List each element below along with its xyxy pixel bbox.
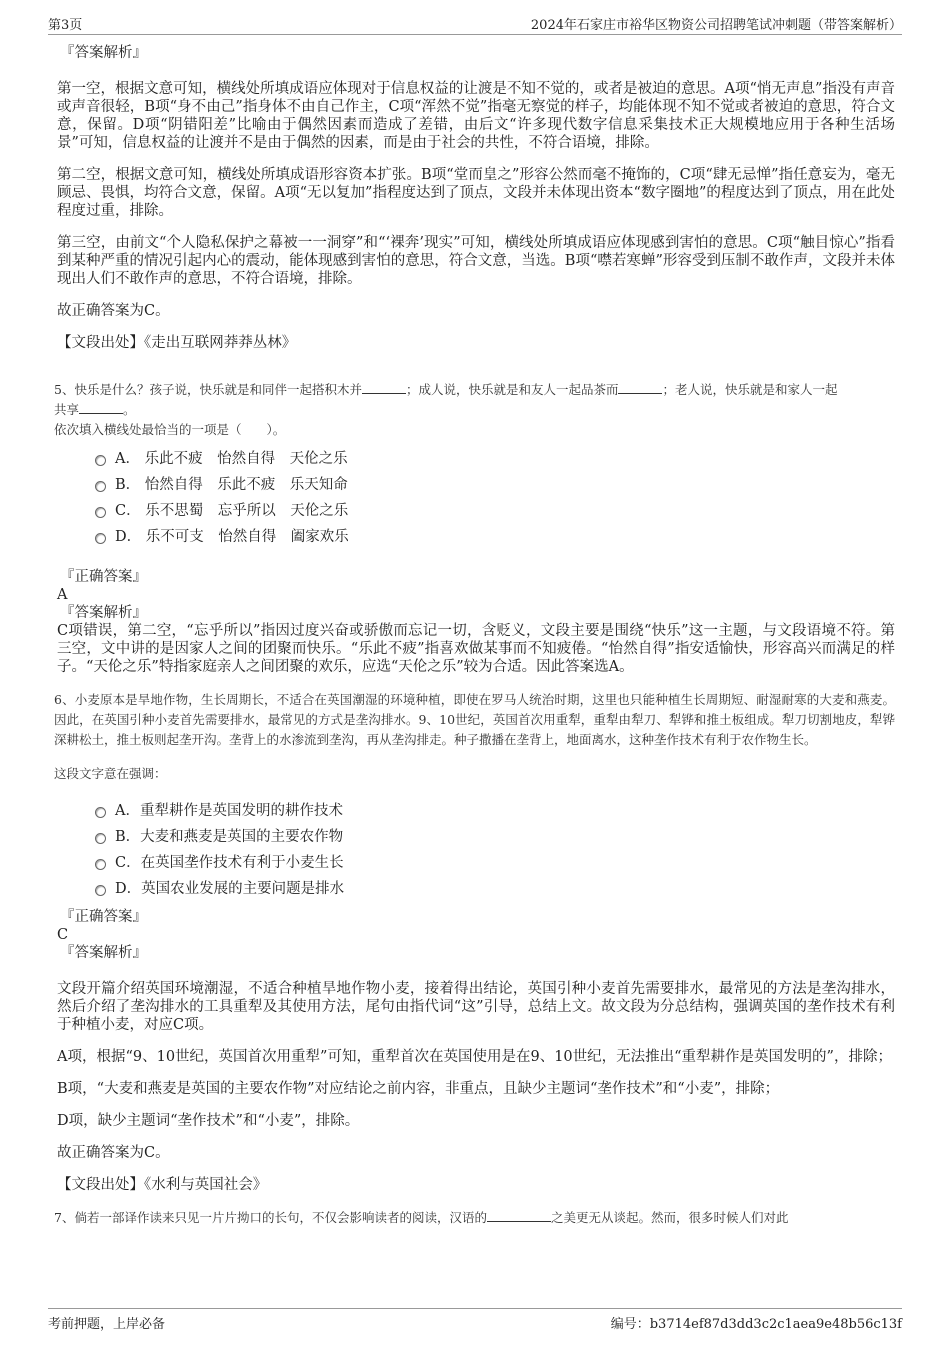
radio-button[interactable]	[95, 481, 106, 492]
analysis-tag: 『答案解析』	[60, 45, 147, 61]
question-stem: 7、倘若一部译作读来只见一片片拗口的长句，不仅会影响读者的阅读，汉语的 之美更无从谈起。然而，很多时候人们对此	[54, 1210, 789, 1225]
analysis-paragraph: 第三空，由前文“个人隐私保护之幕被一一洞穿”和“‘裸奔’现实”可知，横线处所填成语应体现感到害怕的意思。C项“触目惊心”指看到某种严重的情况引起内心的震动，能体现感到害怕的意思，符合文意，当选。B项“噤若寒蝉”形容受到压制不敢作声，文段并未体现出人们不敢作声的意思，不符合语境，排除。	[57, 235, 895, 287]
source-citation: 【文段出处】《水利与英国社会》	[57, 1177, 268, 1193]
correct-answer: C	[57, 927, 69, 943]
answer-tag: 『正确答案』	[60, 909, 147, 925]
radio-button[interactable]	[95, 507, 106, 518]
radio-button[interactable]	[95, 533, 106, 544]
radio-button[interactable]	[95, 807, 106, 818]
analysis-paragraph: 文段开篇介绍英国环境潮湿，不适合种植旱地作物小麦，接着得出结论，英国引种小麦首先需要排水，最常见的方法是垄沟排水，然后介绍了垄沟排水的工具重犁及其使用方法，尾句由指代词“这”引导，总结上文。故文段为分总结构，强调英国的垄作技术有利于种植小麦，对应C项。	[57, 981, 895, 1033]
question-prompt: 这段文字意在强调：	[54, 766, 167, 781]
option-d[interactable]: D．英国农业发展的主要问题是排水	[95, 876, 895, 902]
option-c[interactable]: C．在英国垄作技术有利于小麦生长	[95, 850, 895, 876]
analysis-paragraph: D项，缺少主题词“垄作技术”和“小麦”，排除。	[57, 1113, 360, 1129]
analysis-paragraph: 第一空，根据文意可知，横线处所填成语应体现对于信息权益的让渡是不知不觉的，或者是被迫的意思。A项“悄无声息”指没有声音或声音很轻，B项“身不由己”指身体不由自己作主，C项“浑然不觉”指毫无察觉的样子，均能体现不知不觉或者被迫的意思，符合文意，保留。D项“阴错阳差”比喻由于偶然因素而造成了差错，由后文“许多现代数字信息采集技术正大规模地应用于各种生活场景”可知，信息权益的让渡并不是由于偶然的因素，而是由于社会的共性，不符合语境，排除。	[57, 81, 895, 151]
radio-button[interactable]	[95, 455, 106, 466]
option-b[interactable]: B．大麦和燕麦是英国的主要农作物	[95, 824, 895, 850]
page-footer	[48, 1308, 902, 1331]
option-b[interactable]: B． 怡然自得 乐此不疲 乐天知命	[95, 472, 895, 498]
question-stem: 6、小麦原本是旱地作物，生长周期长，不适合在英国潮湿的环境种植，即使在罗马人统治时期，这里也只能种植生长周期短、耐湿耐寒的大麦和燕麦。因此，在英国引种小麦首先需要排水，最常见的方式是垄沟排水。9、10世纪，英国首次用重犁，重犁由犁刀、犁铧和推土板组成。犁刀切割地皮，犁铧深耕松土，推土板则起垄开沟。垄背上的水渗流到垄沟，再从垄沟排走。种子撒播在垄背上，地面离水，这种垄作技术有利于农作物生长。	[54, 692, 895, 747]
radio-button[interactable]	[95, 885, 106, 896]
analysis-paragraph: B项，“大麦和燕麦是英国的主要农作物”对应结论之前内容，非重点，且缺少主题词“垄作技术”和“小麦”，排除；	[57, 1081, 780, 1097]
question-stem: 5、快乐是什么？孩子说，快乐就是和同伴一起搭积木并 ；成人说，快乐就是和友人一起品茶而 ；老人说，快乐就是和家人一起 共享 。	[54, 382, 838, 417]
analysis-paragraph: C项错误，第二空，“忘乎所以”指因过度兴奋或骄傲而忘记一切，含贬义，文段主要是围绕“快乐”这一主题，与文段语境不符。第三空，文中讲的是因家人之间的团聚而快乐。“乐此不疲”指喜欢做某事而不知疲倦。“怡然自得”指安适愉快，形容高兴而满足的样子。“天伦之乐”特指家庭亲人之间团聚的欢乐，应选“天伦之乐”较为合适。因此答案选A。	[57, 623, 895, 675]
option-c[interactable]: C． 乐不思蜀 忘乎所以 天伦之乐	[95, 498, 895, 524]
option-a[interactable]: A． 乐此不疲 怡然自得 天伦之乐	[95, 446, 895, 472]
source-citation: 【文段出处】《走出互联网莽莽丛林》	[57, 335, 297, 351]
radio-button[interactable]	[95, 833, 106, 844]
conclusion: 故正确答案为C。	[57, 303, 170, 319]
page-content	[54, 44, 895, 1228]
question-prompt: 依次填入横线处最恰当的一项是（ ）。	[54, 422, 286, 437]
correct-answer: A	[57, 587, 68, 603]
analysis-paragraph: A项，根据“9、10世纪，英国首次用重犁”可知，重犁首次在英国使用是在9、10世纪，无法推出“重犁耕作是英国发明的”，排除；	[57, 1049, 892, 1065]
radio-button[interactable]	[95, 859, 106, 870]
conclusion: 故正确答案为C。	[57, 1145, 170, 1161]
page-header	[48, 12, 902, 35]
analysis-paragraph: 第二空，根据文意可知，横线处所填成语形容资本扩张。B项“堂而皇之”形容公然而毫不掩饰的，C项“肆无忌惮”指任意妄为，毫无顾忌、畏惧，均符合文意，保留。A项“无以复加”指程度达到了顶点，文段并未体现出资本“数字圈地”的程度达到了顶点，用在此处程度过重，排除。	[57, 167, 895, 219]
option-a[interactable]: A．重犁耕作是英国发明的耕作技术	[95, 798, 895, 824]
document-title: 2024年石家庄市裕华区物资公司招聘笔试冲刺题（带答案解析）	[530, 18, 902, 33]
footer-slogan: 考前押题，上岸必备	[48, 1317, 166, 1332]
answer-tag: 『正确答案』	[60, 569, 147, 585]
analysis-tag: 『答案解析』	[60, 945, 147, 961]
analysis-tag: 『答案解析』	[60, 605, 147, 621]
page-number: 第3页	[48, 18, 83, 33]
document-id: 编号：b3714ef87d3dd3c2c1aea9e48b56c13f	[610, 1317, 902, 1332]
option-d[interactable]: D． 乐不可支 怡然自得 阖家欢乐	[95, 524, 895, 550]
